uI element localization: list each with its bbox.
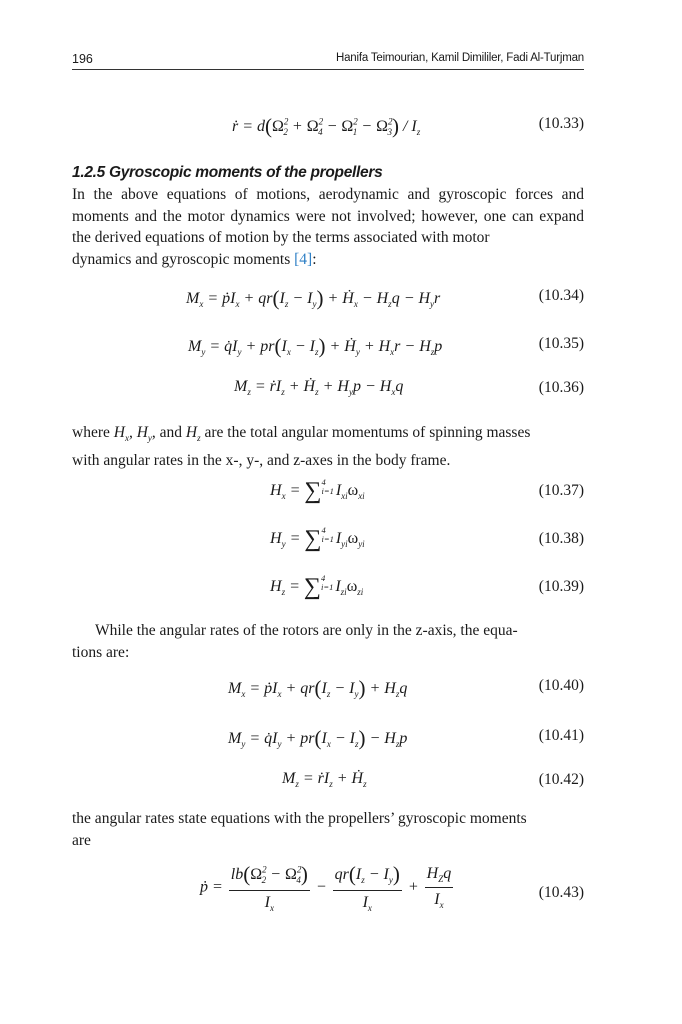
text-span: are the total angular momentums of spinning masses — [200, 424, 531, 441]
paragraph-state — [72, 808, 584, 851]
paragraph-text-start: where $H_x$, $H_y$, and $H_z$ are the total angular momentums of spinning masses — [72, 424, 531, 444]
equation-body: ṙ = $d(\Omega^2_2 + \Omega^2_4 - \Omega^2_1 - \Omega^2_3) / I_z$ — [232, 114, 421, 138]
header-authors: Hanifa Teimourian, Kamil Dimililer, Fadi Al-Turjman — [336, 52, 584, 64]
paragraph-text: In the above equations of motions, aerodynamic and gyroscopic forces and moments and the motor dynamics were not involved; however, one can expand the derived equations of motion by the terms associated with motor — [72, 186, 584, 246]
paragraph-text-end: tions are: — [72, 643, 130, 661]
equation-number: (10.40) — [538, 677, 584, 694]
equation-body: $M_y$ = $q̇I_y + pr(I_x - I_z)$ + Ḣ$_y$ + $H_xr - H_zp$ — [188, 334, 443, 358]
paragraph-momentum — [72, 422, 584, 471]
equation-number: (10.38) — [538, 530, 584, 547]
text-span: , and — [151, 424, 186, 441]
equation-number: (10.39) — [538, 578, 584, 595]
equation-body: ṗ = $\frac{lb(\Omega^2_2 - \Omega^2_4)}{I_x}$ − $\frac{qr(I_z - I_y)}{I_x}$ + $\frac{H_Zq}{I_x}$ — [200, 862, 452, 914]
equation-number: (10.43) — [538, 884, 584, 901]
equation-body: $H_y = \sum 4$ i=1 $I_{yi}\omega_{yi}$ — [270, 525, 365, 552]
fraction: $\frac{qr(I_z - I_y)}{I_x}$ — [334, 862, 400, 914]
equation-10-39 — [72, 574, 584, 604]
equation-10-42 — [72, 770, 584, 800]
equation-10-37 — [72, 478, 584, 508]
equation-number: (10.35) — [538, 335, 584, 352]
section-title: 1.2.5 Gyroscopic moments of the propellers — [72, 164, 383, 181]
fraction: $\frac{H_Zq}{I_x}$ — [426, 864, 452, 911]
equation-body: $M_y$ = $q̇I_y + pr(I_x - I_z) - H_zp$ — [228, 726, 408, 750]
header-rule — [72, 69, 584, 70]
page-number: 196 — [72, 52, 93, 66]
equation-10-38 — [72, 526, 584, 556]
equation-number: (10.34) — [538, 287, 584, 304]
equation-body: $M_x$ = ṗI$_x$ + $qr(I_z - I_y)$ + Ḣ$_x$ − $H_zq - H_yr$ — [186, 286, 441, 310]
equation-body: $M_z$ = ṙI$_z$ + Ḣ$_z$ — [282, 770, 367, 790]
text-span: : — [312, 250, 317, 268]
paragraph-text-end — [72, 249, 584, 271]
citation-link[interactable]: [4] — [294, 250, 313, 268]
paragraph-intro — [72, 184, 584, 270]
equation-body: $H_x = \sum 4$ i=1 $I_{xi}\omega_{xi}$ — [270, 477, 365, 504]
equation-number: (10.41) — [538, 727, 584, 744]
equation-number: (10.37) — [538, 482, 584, 499]
equation-10-41 — [72, 726, 584, 756]
equation-10-40 — [72, 676, 584, 706]
equation-10-36 — [72, 378, 584, 408]
running-header — [72, 50, 584, 70]
equation-10-34 — [72, 286, 584, 316]
equation-body: $H_z = \sum 4$ i=1 $I_{zi}\omega_{zi}$ — [270, 573, 364, 600]
text-span: dynamics and gyroscopic moments — [72, 250, 295, 268]
equation-number: (10.33) — [538, 115, 584, 132]
paragraph-text-end: with angular rates in the x-, y-, and z-axes in the body frame. — [72, 451, 451, 469]
equation-number: (10.42) — [538, 771, 584, 788]
equation-body: $M_x$ = ṗI$_x$ + $qr(I_z - I_y) + H_zq$ — [228, 676, 408, 700]
paragraph-text: While the angular rates of the rotors are only in the z-axis, the equa- — [95, 622, 518, 639]
fraction: $\frac{lb(\Omega^2_2 - \Omega^2_4)}{I_x}$ — [230, 862, 308, 914]
equation-10-43 — [72, 862, 584, 922]
paragraph-text-end: are — [72, 831, 91, 849]
paragraph-text: the angular rates state equations with the propellers’ gyroscopic moments — [72, 810, 527, 827]
equation-10-33 — [72, 114, 584, 144]
equation-10-35 — [72, 334, 584, 364]
equation-body: $M_z$ = ṙI$_z$ + Ḣ$_z$ + $H_yp - H_xq$ — [234, 378, 404, 398]
text-span: where — [72, 424, 114, 441]
equation-number: (10.36) — [538, 379, 584, 396]
paragraph-rotors — [72, 620, 584, 663]
